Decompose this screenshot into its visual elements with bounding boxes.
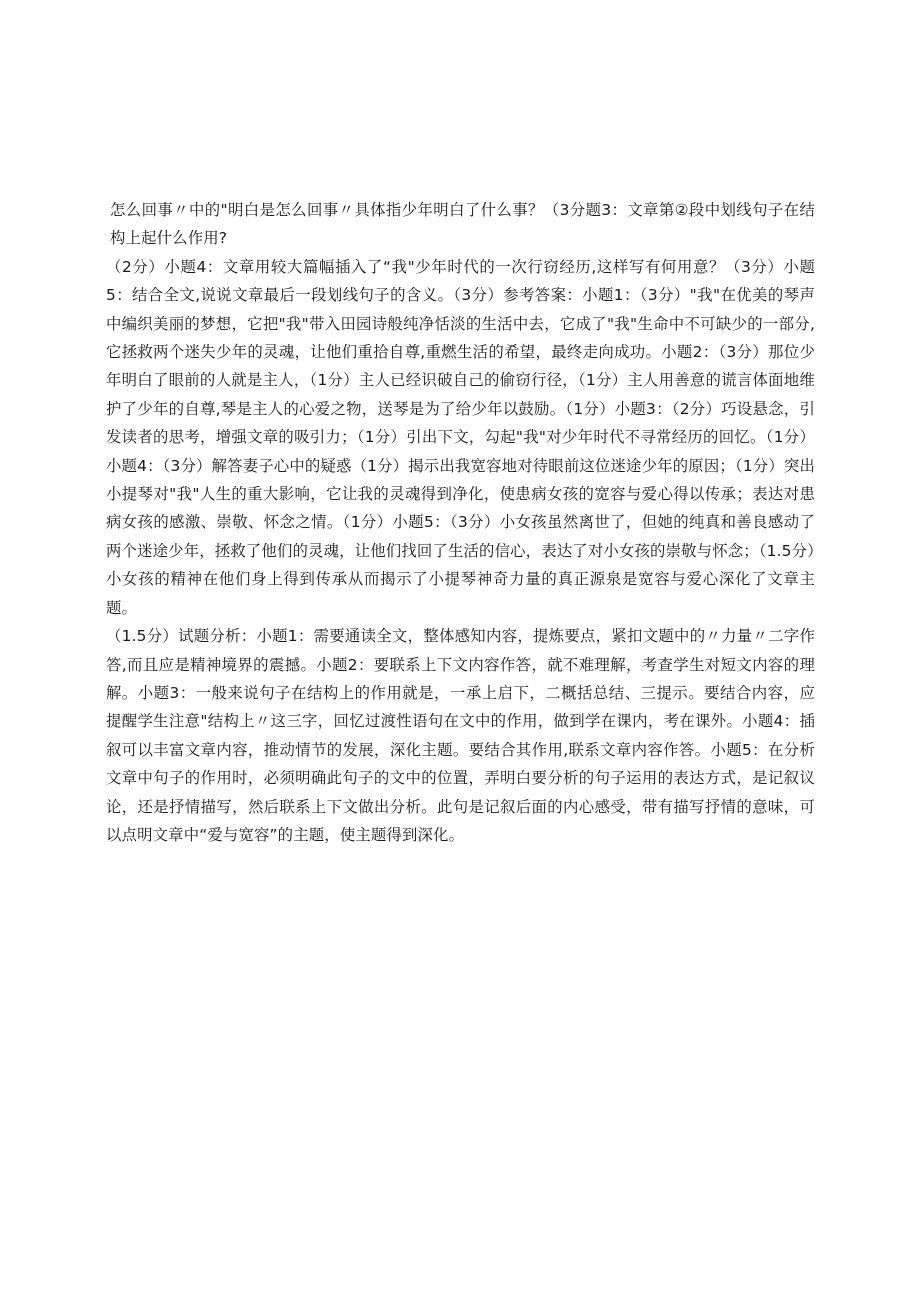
paragraph-questions-and-answers: （2分）小题4：文章用较大篇幅插入了“我"少年时代的一次行窃经历,这样写有何用意？（3分）小题5：结合全文,说说文章最后一段划线句子的含义。（3分）参考答案：小题1：（3分）"我"在优美的琴声中编织美丽的梦想，它把"我"带入田园诗般纯净恬淡的生活中去，它成了"我"生命中不可缺少的一部分,它拯救两个迷失少年的灵魂，让他们重拾自尊,重燃生活的希望，最终走向成功。小题2：（3分）那位少年明白了眼前的人就是主人，（1分）主人已经识破自己的偷窃行径，（1分）主人用善意的谎言体面地维护了少年的自尊,琴是主人的心爱之物，送琴是为了给少年以鼓励。（1分）小题3：（2分）巧设悬念，引发读者的思考，增强文章的吸引力；（1分）引出下文，勾起"我"对少年时代不寻常经历的回忆。（1分）小题4：（3分）解答妻子心中的疑惑（1分）揭示出我宽容地对待眼前这位迷途少年的原因；（1分）突出小提琴对"我"人生的重大影响，它让我的灵魂得到净化，使患病女孩的宽容与爱心得以传承；表达对患病女孩的感激、崇敬、怀念之情。（1分）小题5：（3分）小女孩虽然离世了，但她的纯真和善良感动了两个迷途少年，拯救了他们的灵魂，让他们找回了生活的信心，表达了对小女孩的崇敬与怀念；（1.5分）小女孩的精神在他们身上得到传承从而揭示了小提琴神奇力量的真正源泉是宽容与爱心深化了文章主题。 <box>106 257 815 617</box>
paragraph-analysis: （1.5分）试题分析：小题1：需要通读全文，整体感知内容，提炼要点，紧扣文题中的〃力量〃二字作答,而且应是精神境界的震撼。小题2：要联系上下文内容作答，就不难理解，考查学生对短文内容的理解。小题3：一般来说句子在结构上的作用就是，一承上启下，二概括总结、三提示。要结合内容，应提醒学生注意"结构上〃这三字，回忆过渡性语句在文中的作用，做到学在课内，考在课外。小题4：插叙可以丰富文章内容，推动情节的发展，深化主题。要结合其作用,联系文章内容作答。小题5：在分析文章中句子的作用时，必须明确此句子的文中的位置，弄明白要分析的句子运用的表达方式，是记叙议论，还是抒情描写，然后联系上下文做出分析。此句是记叙后面的内心感受，带有描写抒情的意味，可以点明文章中“爱与宽容”的主题，使主题得到深化。 <box>106 627 815 844</box>
paragraph-question-2-3: 怎么回事〃中的"明白是怎么回事〃具体指少年明白了什么事？（3分题3：文章第②段中划线句子在结构上起什么作用? <box>110 201 815 248</box>
document-body <box>106 196 815 849</box>
